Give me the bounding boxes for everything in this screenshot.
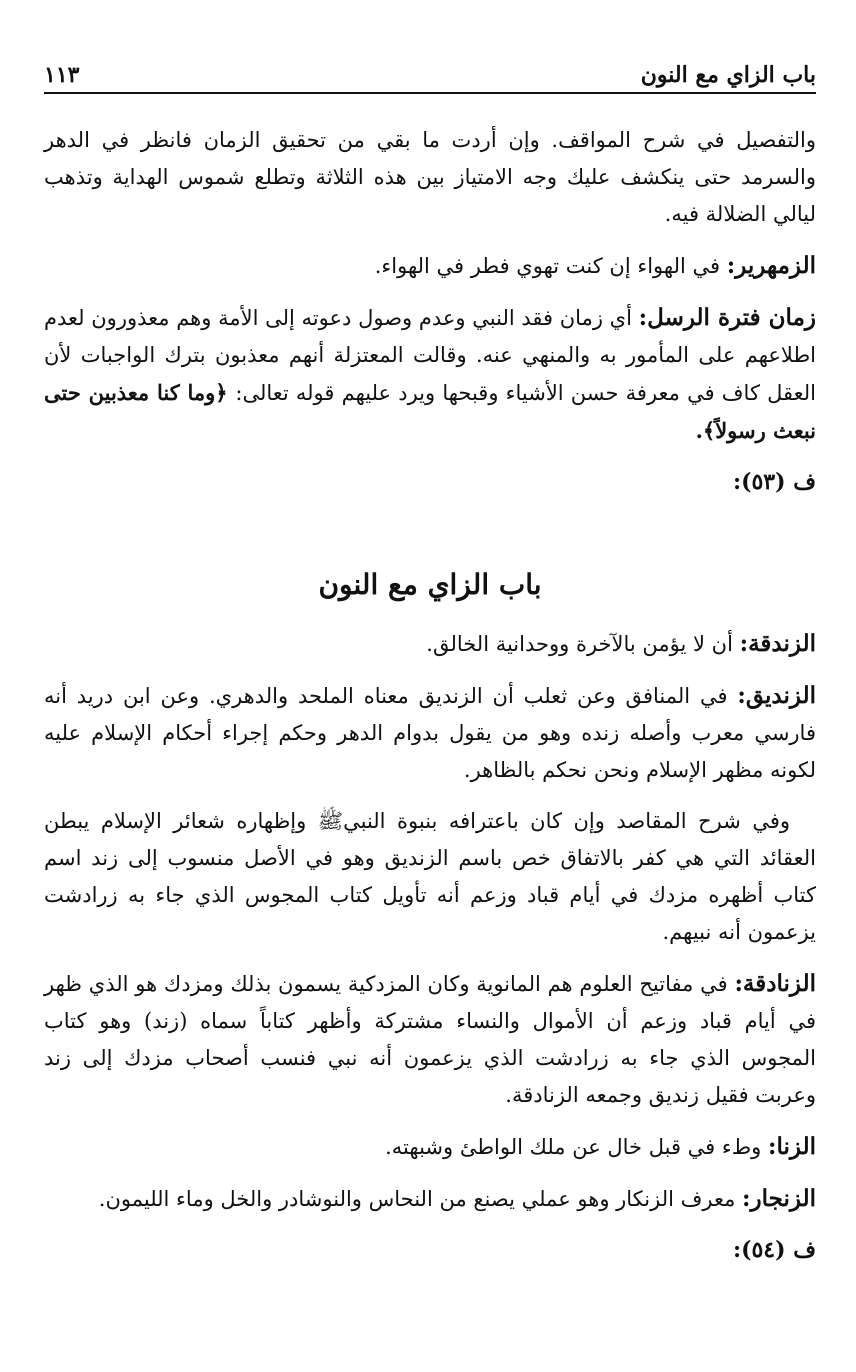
entry-text: في المنافق وعن ثعلب أن الزنديق معناه الملحد والدهري. وعن ابن دريد أنه فارسي معرب وأصله زنده وهو من يقول بدوام الدهر وحكم إجراء أحكام الإسلام عليه لكونه مظهر الإسلام ونحن نحكم بالظاهر.	[44, 684, 816, 782]
paragraph-intro	[44, 122, 816, 233]
entry-term: الزنديق:	[737, 682, 816, 709]
entry-term: زمان فترة الرسل:	[638, 304, 816, 331]
entry-zinjar	[44, 1180, 816, 1218]
entry-text: أي زمان فقد النبي وعدم وصول دعوته إلى الأمة وهم معذورون لعدم اطلاعهم على المأمور به والمنهي عنه. وقالت المعتزلة أنهم معذبون بترك الواجبات لأن العقل كاف في معرفة حسن الأشياء وقبحها ويرد عليهم قوله تعالى:	[44, 306, 816, 405]
page-number: ١١٣	[44, 62, 80, 88]
entry-zandaqa	[44, 625, 816, 663]
entry-text: أن لا يؤمن بالآخرة ووحدانية الخالق.	[426, 632, 740, 656]
entry-zina	[44, 1128, 816, 1166]
entry-zaman-fatra	[44, 299, 816, 450]
paragraph-text: وفي شرح المقاصد وإن كان باعترافه بنبوة النبيﷺ وإظهاره شعائر الإسلام يبطن العقائد التي هي كفر بالاتفاق خص باسم الزنديق وهو في الأصل منسوب إلى زند اسم كتاب أظهره مزدك في أيام قباد وزعم أنه تأويل كتاب المجوس الذي جاء به زرادشت يزعمون أنه نبيهم.	[44, 809, 816, 944]
entry-zanadiqa	[44, 965, 816, 1114]
entry-zindiq	[44, 677, 816, 789]
page-body	[44, 122, 816, 1269]
entry-term: الزنادقة:	[734, 970, 816, 997]
running-header	[44, 56, 816, 94]
entry-text: في مفاتيح العلوم هم المانوية وكان المزدكية يسمون بذلك ومزدك هو الذي ظهر في أيام قباد وزعم أن الأموال والنساء مشتركة وأظهر كتاباً سماه (زند) وهو كتاب المجوس الذي جاء به زرادشت الذي يزعمون أنه نبي فنسب أصحاب مزدك إلى زند وعربت فقيل زنديق وجمعه الزنادقة.	[44, 972, 816, 1107]
section-title: باب الزاي مع النون	[318, 568, 542, 601]
paragraph-text: والتفصيل في شرح المواقف. وإن أردت ما بقي من تحقيق الزمان فانظر في الدهر والسرمد حتى ينكشف عليك وجه الامتياز بين هذه الثلاثة وتطلع شموس الهداية وتذهب ليالي الضلالة فيه.	[44, 128, 816, 226]
section-marker-54: ف (٥٤):	[732, 1237, 816, 1263]
paragraph-maqasid	[44, 803, 816, 951]
entry-text: وطء في قبل خال عن ملك الواطئ وشبهته.	[385, 1135, 768, 1159]
entry-term: الزندقة:	[739, 630, 816, 657]
entry-text: معرف الزنكار وهو عملي يصنع من النحاس والنوشادر والخل وماء الليمون.	[98, 1187, 743, 1211]
quran-quote: ﴿وما كنا معذبين حتى نبعث رسولاً﴾.	[44, 380, 816, 443]
entry-term: الزنجار:	[742, 1185, 816, 1212]
header-title: باب الزاي مع النون	[640, 62, 816, 88]
entry-term: الزنا:	[768, 1133, 816, 1160]
section-marker-53: ف (٥٣):	[732, 469, 816, 495]
entry-zamharir	[44, 247, 816, 285]
document-page	[44, 0, 816, 1372]
entry-term: الزمهرير:	[726, 252, 816, 279]
entry-text: في الهواء إن كنت تهوي فطر في الهواء.	[374, 254, 727, 278]
